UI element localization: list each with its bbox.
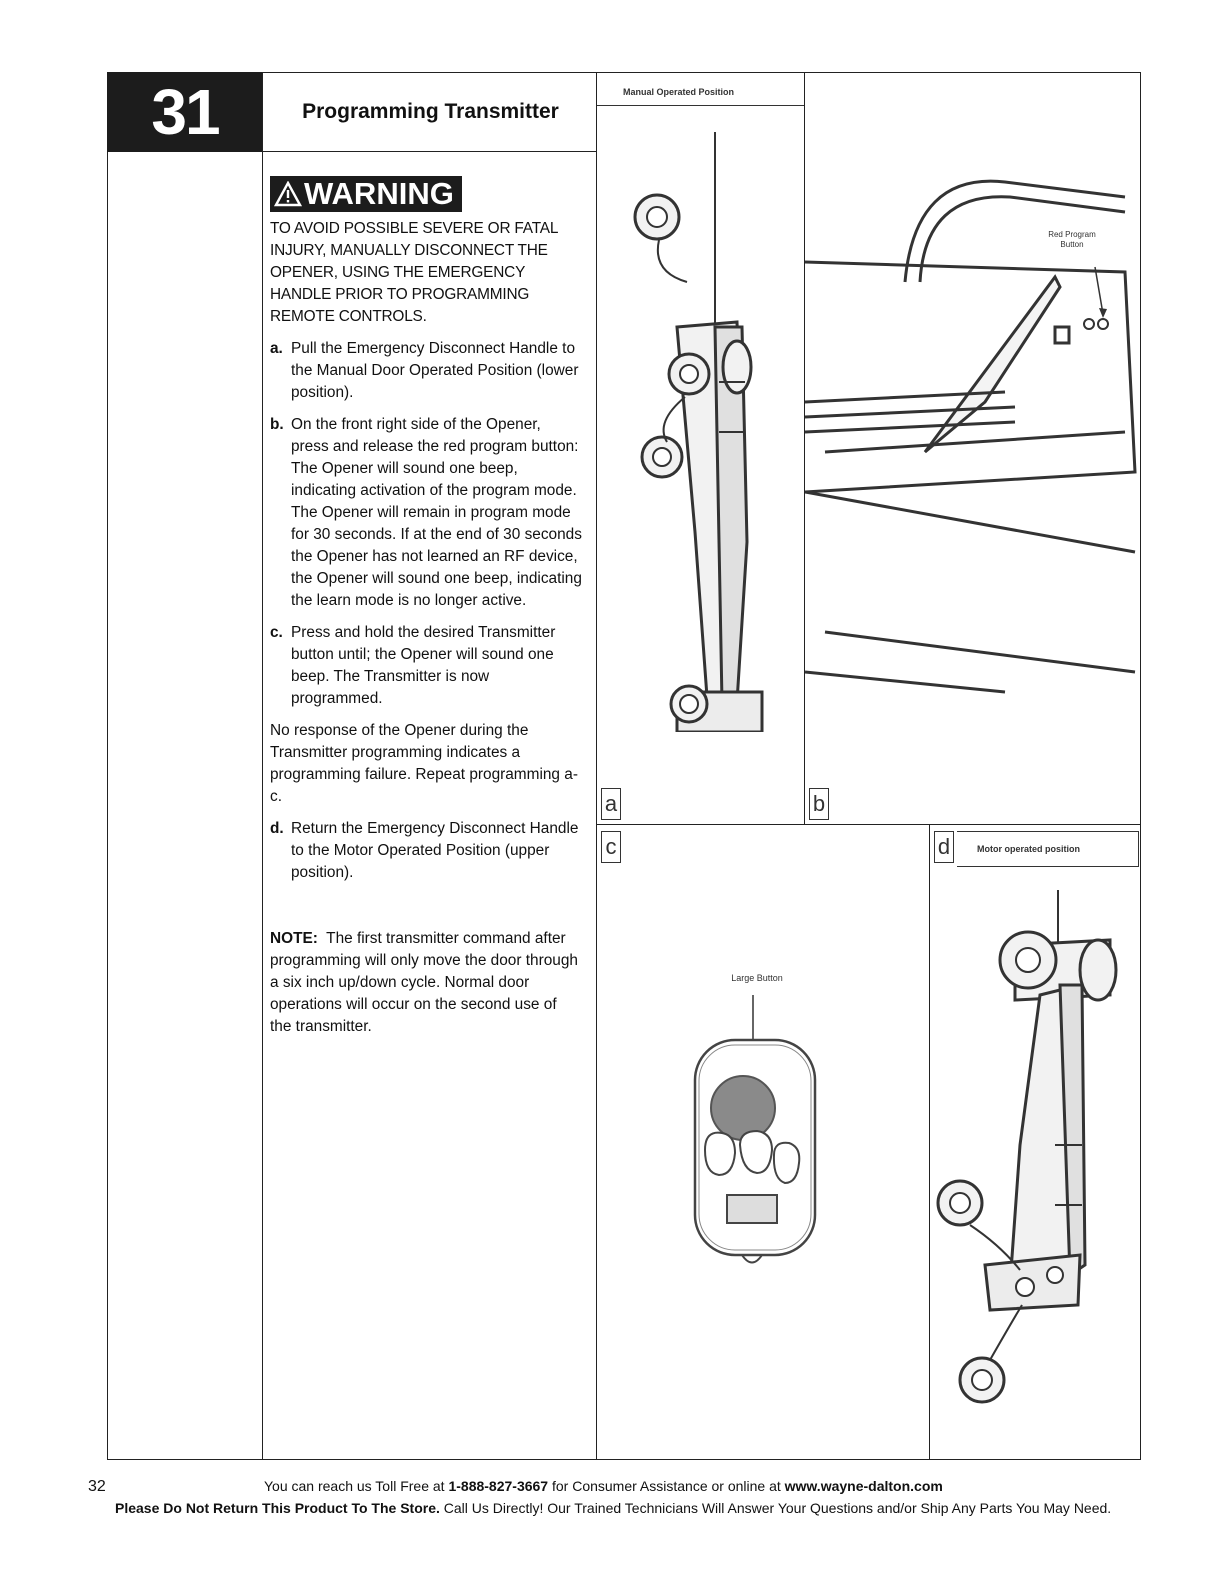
step-label: a. xyxy=(270,340,283,357)
failure-note: No response of the Opener during the Transmitter programming indicates a programming failure. Repeat programming a-c. xyxy=(270,722,578,805)
transmitter-remote-illustration xyxy=(687,985,827,1285)
warning-heading: WARNING xyxy=(304,176,454,211)
step-text: Press and hold the desired Transmitter button until; the Opener will sound one beep. The Transmitter is now programmed. xyxy=(291,624,556,707)
warning-triangle-icon xyxy=(274,181,302,207)
figure-d-letter: d xyxy=(934,831,954,863)
step-b xyxy=(270,414,582,612)
figure-b-letter: b xyxy=(809,788,829,820)
figure-b-caption-line2: Button xyxy=(1060,240,1084,249)
warning-text: TO AVOID POSSIBLE SEVERE OR FATAL INJURY, MANUALLY DISCONNECT THE OPENER, USING THE EMERGENCY HANDLE PRIOR TO PROGRAMMING REMOTE CONTROLS. xyxy=(270,220,558,325)
motor-position-handle-illustration xyxy=(930,885,1140,1445)
step-label: b. xyxy=(270,416,284,433)
footer-contact-line xyxy=(264,1478,1164,1494)
instructions xyxy=(270,176,582,1038)
page-title: Programming Transmitter xyxy=(302,100,559,123)
footer-return-text: Call Us Directly! Our Trained Technicians Will Answer Your Questions and/or Ship Any Parts You May Need. xyxy=(439,1500,1112,1516)
manual-position-handle-illustration xyxy=(597,112,804,732)
figure-c-caption: Large Button xyxy=(731,973,783,983)
footer-phone[interactable]: 1-888-827-3667 xyxy=(448,1478,549,1494)
figure-c xyxy=(597,825,929,1460)
step-text: Return the Emergency Disconnect Handle to the Motor Operated Position (upper position). xyxy=(291,820,579,881)
footer-return-bold: Please Do Not Return This Product To The Store. xyxy=(115,1500,440,1516)
step-c xyxy=(270,622,582,710)
note-text: The first transmitter command after programming will only move the door through a six inch up/down cycle. Normal door operations will occur on the second use of the transmitter. xyxy=(270,930,578,1035)
step-a xyxy=(270,338,582,404)
figure-b-caption xyxy=(1027,230,1117,250)
step-d xyxy=(270,818,582,884)
footer-mid: for Consumer Assistance or online at xyxy=(548,1478,785,1494)
footer-website-link[interactable]: www.wayne-dalton.com xyxy=(784,1478,943,1494)
step-text: On the front right side of the Opener, press and release the red program button: The Opener will sound one beep, indicating activation of the program mode. The Opener will remain in program mode for 30 seconds. If at the end of 30 seconds the Opener has not learned an RF device, the Opener will sound one beep, indicating the learn mode is no longer active. xyxy=(291,416,582,609)
column-divider-left xyxy=(262,72,263,1460)
figure-a-letter: a xyxy=(601,788,621,820)
figure-c-letter: c xyxy=(601,831,621,863)
figure-b xyxy=(805,72,1140,824)
warning-banner xyxy=(270,176,462,212)
figure-d xyxy=(930,825,1140,1460)
page-number: 32 xyxy=(88,1478,106,1495)
footer-prefix: You can reach us Toll Free at xyxy=(264,1478,449,1494)
step-number: 31 xyxy=(107,72,263,152)
figure-a-caption: Manual Operated Position xyxy=(597,78,804,106)
figure-a xyxy=(597,72,804,824)
note xyxy=(270,928,582,1038)
figure-b-caption-line1: Red Program xyxy=(1048,230,1096,239)
footer-return-notice xyxy=(115,1500,1165,1516)
step-label: c. xyxy=(270,624,283,641)
figure-d-caption: Motor operated position xyxy=(957,831,1139,867)
opener-red-program-button-illustration xyxy=(805,72,1140,824)
step-label: d. xyxy=(270,820,284,837)
note-label: NOTE: xyxy=(270,930,318,947)
step-text: Pull the Emergency Disconnect Handle to the Manual Door Operated Position (lower position). xyxy=(291,340,579,401)
